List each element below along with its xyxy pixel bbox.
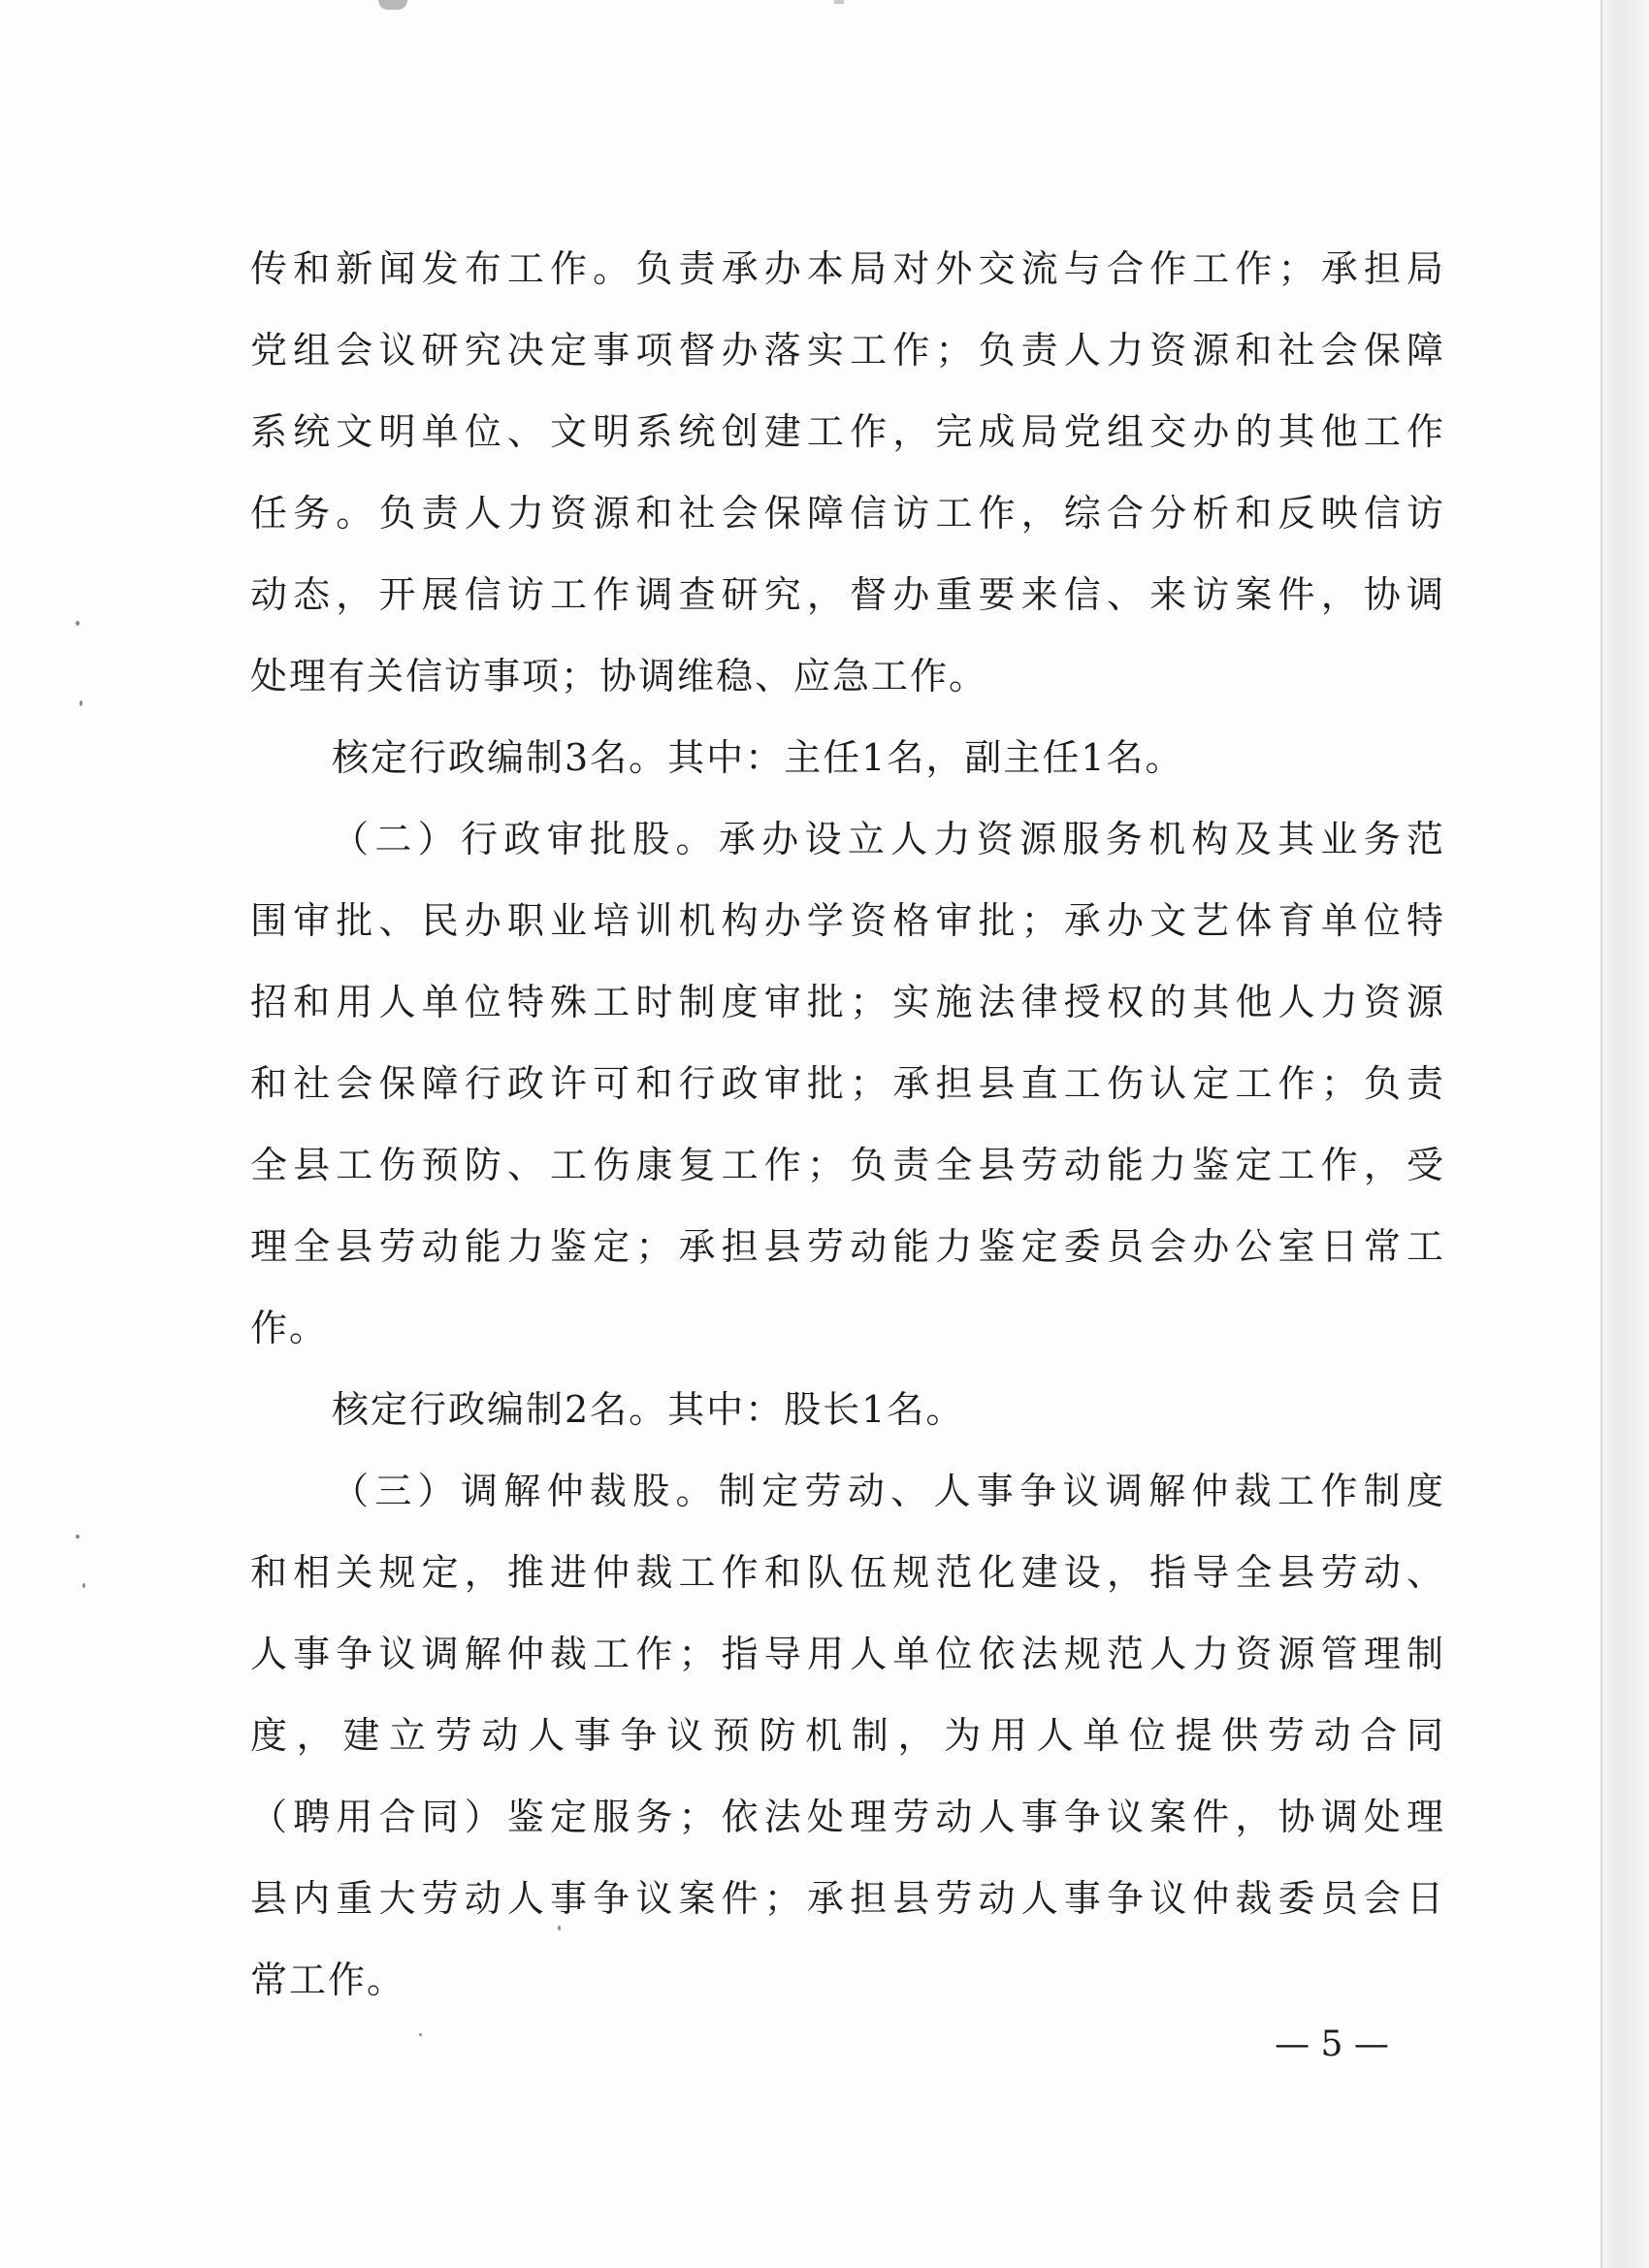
text-line: 围审批、民办职业培训机构办学资格审批；承办文艺体育单位特 — [250, 899, 1445, 942]
text-line: 和社会保障行政许可和行政审批；承担县直工伤认定工作；负责 — [250, 1062, 1445, 1105]
staffing-note: 核定行政编制2名。其中：股长1名。 — [332, 1388, 965, 1431]
scan-smudge — [834, 0, 844, 4]
scan-edge-line — [1600, 0, 1602, 2268]
text-line: 动态，开展信访工作调查研究，督办重要来信、来访案件，协调 — [250, 573, 1445, 616]
text-line: 党组会议研究决定事项督办落实工作；负责人力资源和社会保障 — [250, 329, 1445, 372]
scan-edge-shadow — [1602, 0, 1649, 2268]
text-line: 和相关规定，推进仲裁工作和队伍规范化建设，指导全县劳动、 — [250, 1551, 1445, 1594]
text-line: 县内重大劳动人事争议案件；承担县劳动人事争议仲裁委员会日 — [250, 1877, 1445, 1920]
scan-speck — [76, 1535, 80, 1539]
text-line: 度，建立劳动人事争议预防机制，为用人单位提供劳动合同 — [250, 1714, 1445, 1757]
text-line: 作。 — [250, 1307, 329, 1349]
text-line: 常工作。 — [250, 1959, 406, 2001]
text-line: 理全县劳动能力鉴定；承担县劳动能力鉴定委员会办公室日常工 — [250, 1225, 1445, 1268]
page-number: — 5 — — [1275, 2025, 1389, 2064]
section-heading-line: （三）调解仲裁股。制定劳动、人事争议调解仲裁工作制度 — [332, 1470, 1445, 1512]
text-line: 系统文明单位、文明系统创建工作，完成局党组交办的其他工作 — [250, 410, 1445, 453]
section-heading-line: （二）行政审批股。承办设立人力资源服务机构及其业务范 — [332, 818, 1445, 860]
text-line: 任务。负责人力资源和社会保障信访工作，综合分析和反映信访 — [250, 492, 1445, 535]
text-line: 全县工伤预防、工伤康复工作；负责全县劳动能力鉴定工作，受 — [250, 1144, 1445, 1186]
scan-speck — [80, 700, 82, 706]
scan-speck — [419, 2033, 422, 2036]
text-line: 人事争议调解仲裁工作；指导用人单位依法规范人力资源管理制 — [250, 1633, 1445, 1675]
scan-speck — [76, 621, 80, 626]
text-line: 传和新闻发布工作。负责承办本局对外交流与合作工作；承担局 — [250, 247, 1445, 290]
scan-smudge — [378, 0, 407, 10]
scan-speck — [82, 1583, 85, 1588]
text-line: （聘用合同）鉴定服务；依法处理劳动人事争议案件，协调处理 — [250, 1796, 1445, 1838]
text-line: 处理有关信访事项；协调维稳、应急工作。 — [250, 655, 988, 697]
text-line: 招和用人单位特殊工时制度审批；实施法律授权的其他人力资源 — [250, 981, 1445, 1023]
document-body — [250, 228, 1445, 2021]
staffing-note: 核定行政编制3名。其中：主任1名，副主任1名。 — [332, 736, 1184, 779]
